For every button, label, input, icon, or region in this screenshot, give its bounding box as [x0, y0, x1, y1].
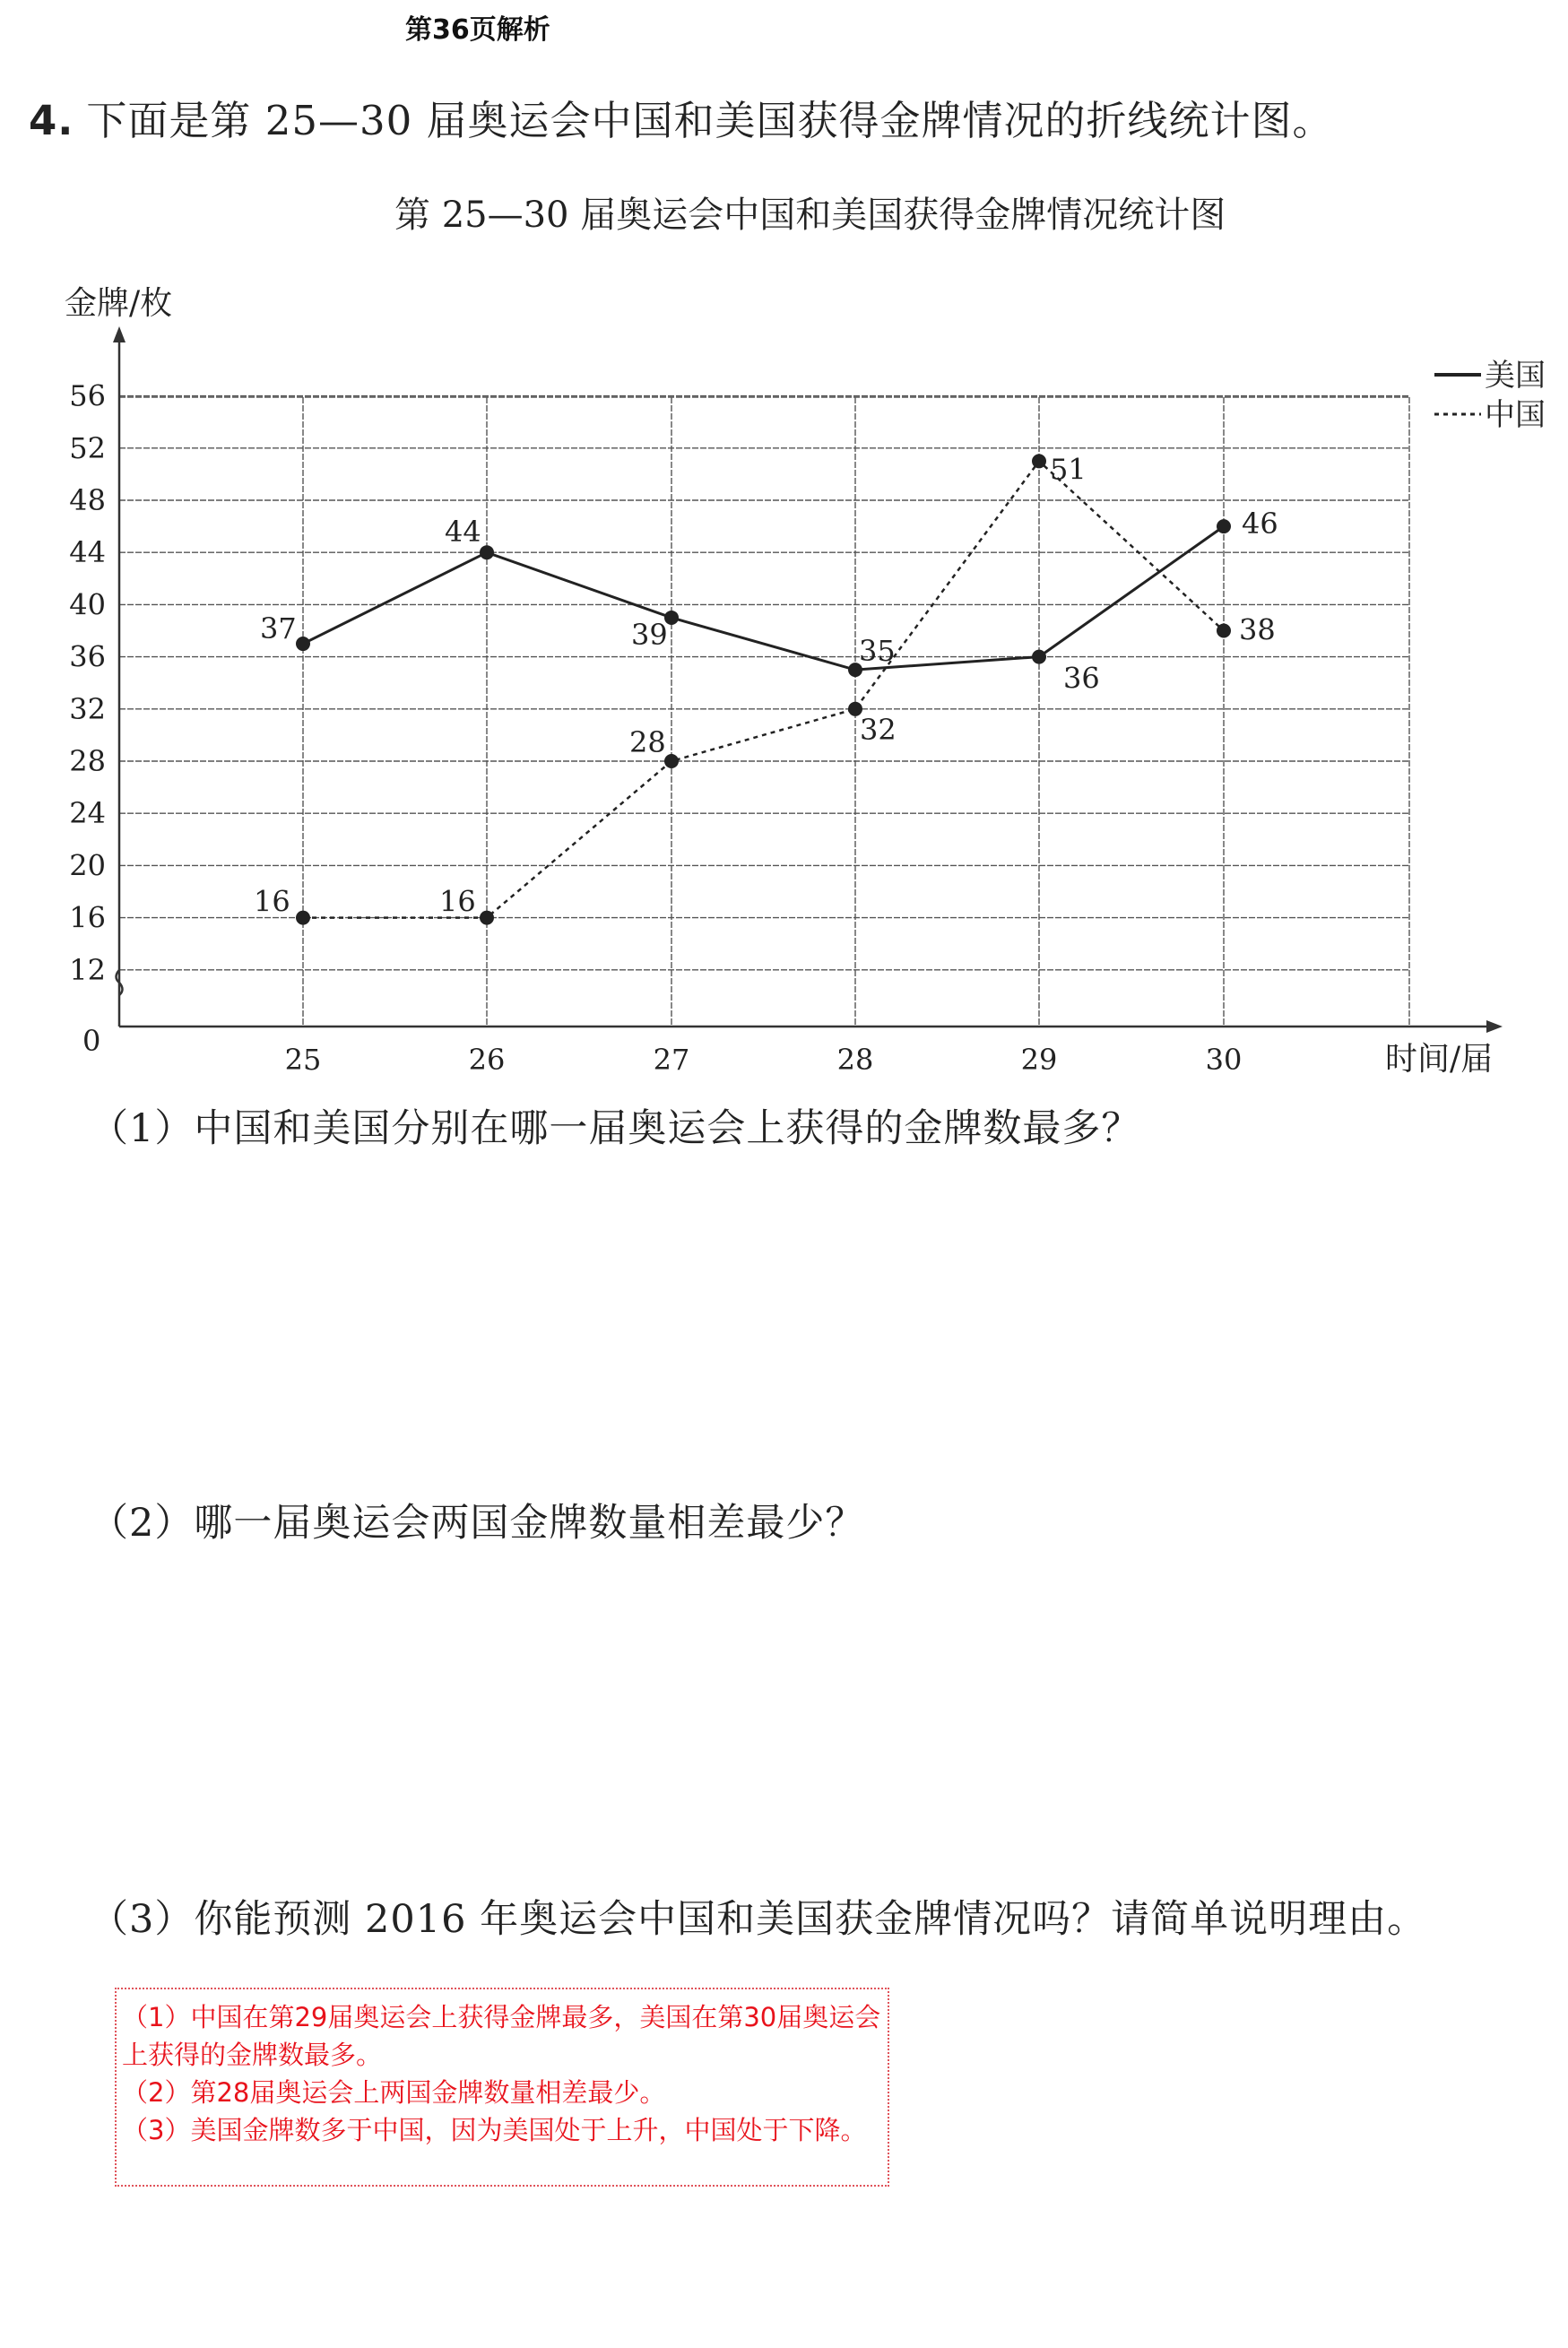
page-header: 第36页解析 [405, 14, 550, 46]
x-tick-label: 30 [1205, 1043, 1243, 1077]
x-tick-label: 27 [653, 1043, 690, 1077]
chart-legend [1434, 358, 1546, 433]
data-point [1217, 519, 1231, 533]
data-point [1032, 650, 1046, 664]
data-label: 35 [859, 634, 896, 669]
data-label: 37 [260, 611, 297, 646]
y-tick-label: 20 [69, 848, 106, 883]
data-label: 44 [445, 515, 481, 550]
chart-grid [119, 396, 1409, 1027]
sub-question-3: （3）你能预测 2016 年奥运会中国和美国获金牌情况吗？请简单说明理由。 [90, 1897, 1427, 1942]
question-number: 4. [29, 97, 74, 144]
data-point [1032, 454, 1046, 468]
chart-series [254, 452, 1278, 924]
x-axis-label: 时间/届 [1385, 1041, 1494, 1078]
data-label: 28 [629, 725, 666, 759]
y-tick-label: 56 [69, 378, 106, 413]
x-tick-label: 28 [836, 1043, 874, 1077]
y-tick-label: 32 [69, 691, 106, 726]
y-tick-label: 44 [69, 535, 106, 570]
data-point [296, 911, 310, 925]
x-tick-labels [285, 1043, 1243, 1077]
data-label: 16 [254, 884, 290, 919]
y-tick-label: 24 [69, 796, 106, 831]
legend-label: 中国 [1485, 397, 1546, 433]
legend-label: 美国 [1485, 358, 1546, 394]
answer-box [115, 1988, 889, 2187]
y-tick-label: 40 [69, 587, 106, 622]
y-tick-label: 16 [69, 900, 106, 935]
chart-title: 第 25—30 届奥运会中国和美国获得金牌情况统计图 [394, 195, 1226, 236]
line-chart [0, 0, 1568, 1094]
sub-question-1: （1）中国和美国分别在哪一届奥运会上获得的金牌数最多？ [90, 1106, 1141, 1151]
y-tick-label: 52 [69, 430, 106, 465]
data-point [1217, 624, 1231, 638]
data-label: 36 [1063, 661, 1100, 696]
x-tick-label: 26 [468, 1043, 506, 1077]
answer-3: （3）美国金牌数多于中国，因为美国处于上升，中国处于下降。 [122, 2115, 867, 2145]
y-axis-label: 金牌/枚 [65, 285, 173, 322]
y-tick-label: 36 [69, 639, 106, 674]
x-tick-label: 25 [284, 1043, 322, 1077]
data-label: 39 [631, 617, 668, 652]
sub-question-2: （2）哪一届奥运会两国金牌数量相差最少？ [90, 1501, 865, 1546]
answer-1: （1）中国在第29届奥运会上获得金牌最多，美国在第30届奥运会上获得的金牌数最多。 [122, 2002, 881, 2070]
data-label: 16 [439, 884, 476, 919]
series-line [303, 526, 1224, 670]
data-point [296, 637, 310, 651]
chart-axes [117, 330, 1500, 1027]
data-point [480, 545, 494, 559]
data-label: 32 [860, 712, 897, 747]
data-label: 51 [1050, 452, 1087, 487]
x-tick-label: 29 [1020, 1043, 1058, 1077]
question-text: 下面是第 25—30 届奥运会中国和美国获得金牌情况的折线统计图。 [86, 97, 1334, 144]
answer-2: （2）第28届奥运会上两国金牌数量相差最少。 [122, 2077, 666, 2108]
data-label: 38 [1239, 612, 1276, 647]
y-tick-label: 12 [69, 952, 106, 987]
origin-label: 0 [82, 1024, 101, 1058]
data-point [480, 911, 494, 925]
y-tick-labels [69, 379, 106, 987]
data-point [664, 754, 679, 768]
y-tick-label: 48 [69, 483, 106, 517]
y-tick-label: 28 [69, 744, 106, 778]
data-label: 46 [1242, 507, 1278, 542]
